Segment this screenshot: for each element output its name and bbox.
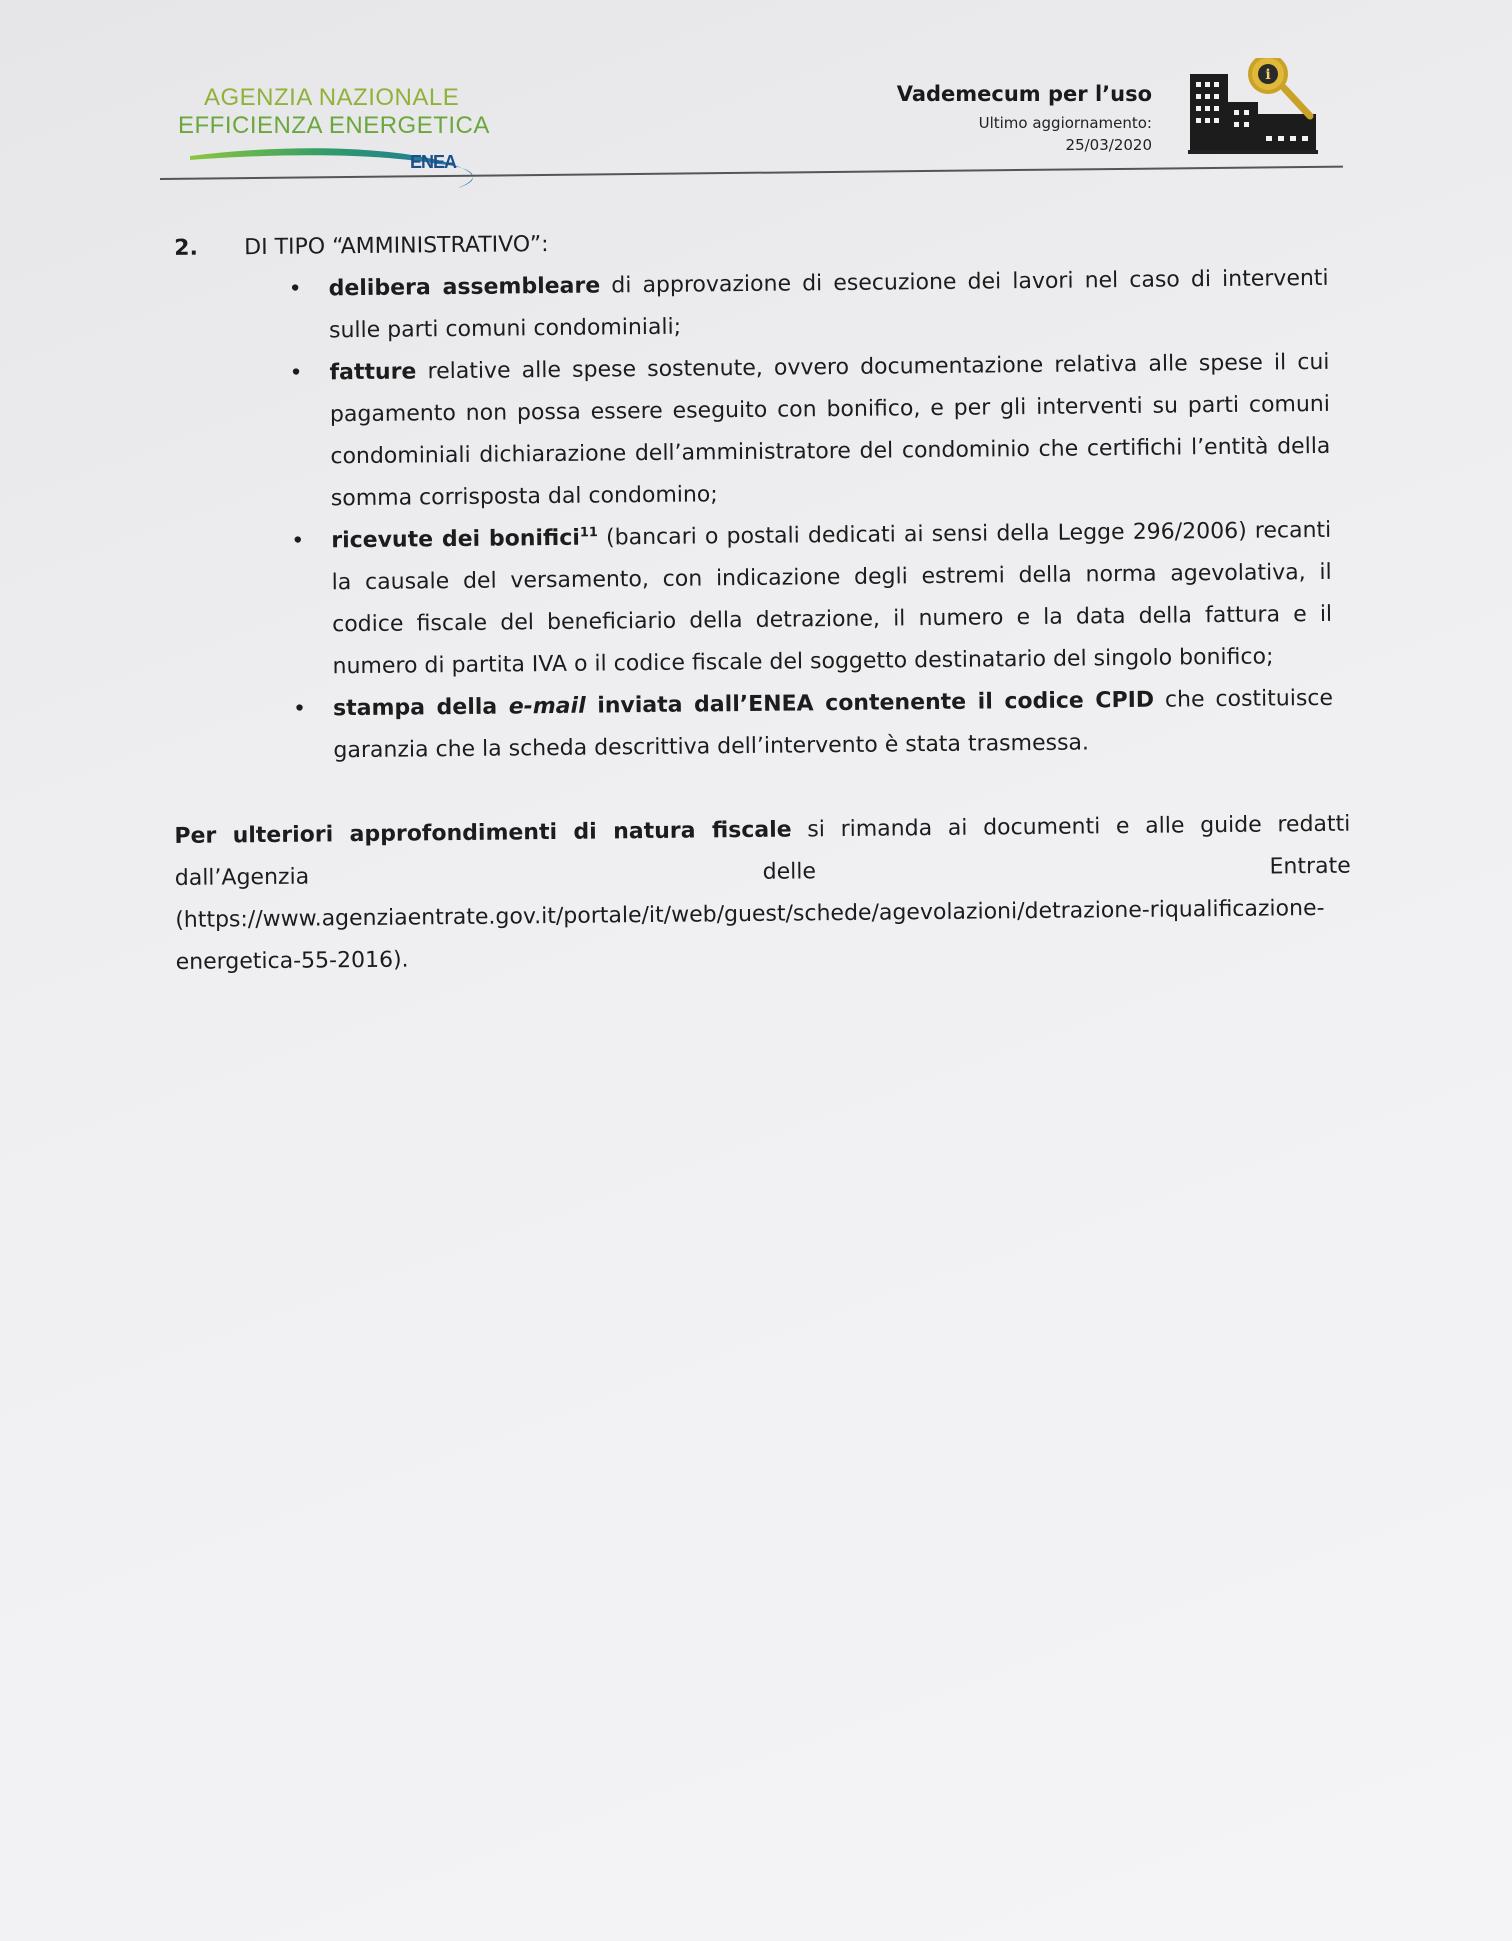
requirements-list [168,258,1353,774]
item-bold: delibera assembleare [328,273,601,302]
list-item [289,342,1351,521]
logo-swoosh-icon [188,142,508,192]
bullet-icon: • [289,360,303,386]
svg-text:i: i [1265,67,1271,83]
fiscal-note [174,804,1356,984]
bullet-icon: • [292,696,307,722]
document-body [168,216,1356,984]
section-title: DI TIPO “AMMINISTRATIVO”: [244,232,549,261]
document-title: Vademecum per l’uso [896,82,1152,106]
bullet-icon: • [288,276,302,302]
note-bold: Per ulteriori approfondimenti di natura fiscale [174,817,792,849]
item-text: relative alle spese sostenute, ovvero documentazione relativa alle spese il cui pagamento non possa essere eseguito con bonifico, e per gli interventi su parti comuni condominiali dichiarazione dell’amministratore del condominio che certifichi l’entità della somma corrisposta dal condomino; [329,349,1331,512]
bullet-icon: • [291,528,305,554]
note-text: si rimanda ai documenti e alle guide redatti dall’Agenzia delle Entrate (https://www.agenziaentrate.gov.it/portale/it/web/guest/schede/agevolazioni/detrazione-riqualificazione-energetica-55-2016). [174,811,1351,975]
logo-line-1: AGENZIA NAZIONALE [204,84,460,111]
building-info-icon [1188,58,1328,158]
list-item [288,258,1349,353]
list-item [291,510,1353,689]
item-text: che costituisce garanzia che la scheda descrittiva dell’intervento è stata trasmessa. [333,685,1334,764]
updated-date: 25/03/2020 [1065,136,1152,154]
section-number: 2. [174,235,199,261]
item-text: (bancari o postali dedicati ai sensi della Legge 296/2006) recanti la causale del versamento, con indicazione degli estremi della norma agevolativa, il codice fiscale del beneficiario della detrazione, il numero e la data della fattura e il numero di partita IVA o il codice fiscale del soggetto destinatario del singolo bonifico; [331,517,1333,680]
item-bold: fatture [329,359,417,386]
item-bold: ricevute dei bonifici [331,525,580,554]
item-bold: stampa della [332,694,509,722]
item-text: di approvazione di esecuzione dei lavori nel caso di interventi sulle parti comuni condominiali; [328,265,1329,344]
item-bold: inviata dall’ENEA contenente il codice CPID [585,687,1155,719]
item-bold-italic: e-mail [508,693,586,720]
header-info [792,82,1152,156]
logo-line-2: EFFICIENZA ENERGETICA [178,112,490,139]
footnote-ref: 11 [579,525,598,541]
updated-label: Ultimo aggiornamento: [978,114,1152,132]
list-item [292,678,1354,773]
logo-brand: ENEA [410,152,457,172]
